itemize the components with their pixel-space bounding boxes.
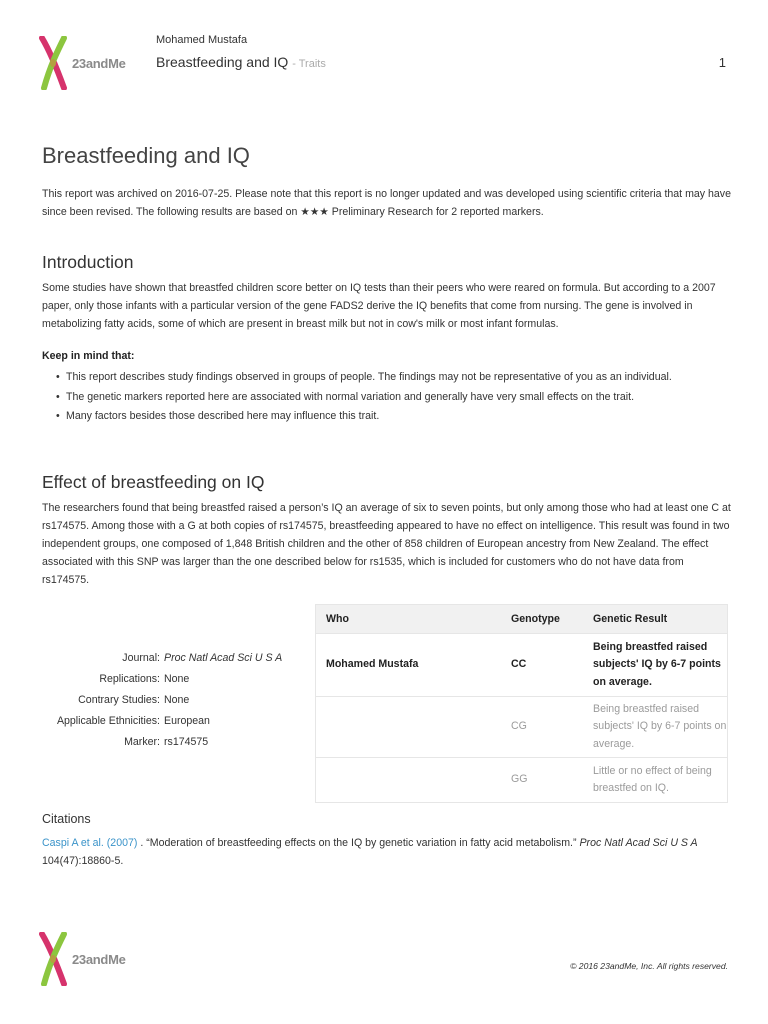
meta-row-marker bbox=[42, 732, 292, 753]
citation-separator: . bbox=[137, 837, 147, 849]
header-title-text: Breastfeeding and IQ bbox=[156, 54, 289, 70]
table-row bbox=[316, 758, 728, 803]
meta-label: Applicable Ethnicities: bbox=[56, 715, 160, 727]
cell-who bbox=[316, 697, 502, 758]
meta-row-journal bbox=[42, 648, 292, 669]
meta-value: European bbox=[164, 715, 210, 727]
23andme-logo-icon bbox=[38, 932, 70, 986]
list-item: • The genetic markers reported here are associated with normal variation and generally have very small effects on the trait. bbox=[42, 388, 732, 408]
table-header-row bbox=[316, 605, 728, 634]
page-number: 1 bbox=[718, 55, 726, 70]
citation-author-link[interactable]: Caspi A et al. (2007) bbox=[42, 837, 138, 849]
list-item: • Many factors besides those described here may influence this trait. bbox=[42, 407, 732, 427]
effect-heading: Effect of breastfeeding on IQ bbox=[42, 472, 265, 492]
citation-volume: 104(47):18860-5. bbox=[42, 855, 124, 867]
header-title bbox=[156, 54, 326, 70]
column-header-genotype: Genotype bbox=[501, 605, 583, 634]
keep-in-mind-list bbox=[42, 368, 732, 427]
page-title: Breastfeeding and IQ bbox=[42, 143, 250, 168]
study-metadata bbox=[42, 648, 292, 753]
cell-genotype: GG bbox=[501, 758, 583, 803]
cell-result: Little or no effect of being breastfed on IQ. bbox=[583, 758, 728, 803]
cell-genotype: CG bbox=[501, 697, 583, 758]
logo-text: 23andMe bbox=[72, 951, 126, 967]
introduction-text: Some studies have shown that breastfed children score better on IQ tests than their peers who were reared on formula. But according to a 2007 paper, only those infants with a particular version of the gene FADS2 derive the IQ benefits that come from nursing. The gene is involved in metabolizing fatty acids, some of which are present in breast milk but not in cow's milk or most infant formulas. bbox=[42, 282, 716, 330]
table-row bbox=[316, 634, 728, 697]
copyright-notice: © 2016 23andMe, Inc. All rights reserved. bbox=[570, 961, 728, 971]
header-logo bbox=[38, 36, 126, 90]
meta-label: Marker: bbox=[124, 736, 160, 748]
meta-label: Contrary Studies: bbox=[78, 694, 160, 706]
meta-value: Proc Natl Acad Sci U S A bbox=[164, 652, 283, 664]
meta-label: Journal: bbox=[122, 652, 160, 664]
cell-who: Mohamed Mustafa bbox=[316, 634, 502, 697]
archive-note: This report was archived on 2016-07-25. Please note that this report is no longer updated and was developed using scientific criteria that may have since been revised. The following results are based on ★★★ Preliminary Research for 2 reported markers. bbox=[42, 188, 731, 218]
citation-entry bbox=[42, 834, 732, 870]
meta-label: Replications: bbox=[99, 673, 160, 685]
footer-logo bbox=[38, 932, 126, 986]
genotype-results-table bbox=[315, 604, 728, 803]
meta-value: None bbox=[164, 673, 190, 685]
cell-result: Being breastfed raised subjects' IQ by 6-7 points on average. bbox=[583, 697, 728, 758]
cell-who bbox=[316, 758, 502, 803]
table-row bbox=[316, 697, 728, 758]
citations-heading: Citations bbox=[42, 812, 91, 826]
column-header-who: Who bbox=[316, 605, 502, 634]
header-category: - Traits bbox=[292, 58, 326, 70]
effect-text: The researchers found that being breastfed raised a person’s IQ an average of six to seven points, but only among those who had at least one C at rs174575. Among those with a G at both copies of rs174575, breastfeeding appeared to have no effect on intelligence. This result was found in two independent groups, one composed of 1,848 British children and the other of 858 children of European ancestry from New Zealand. The effect associated with this SNP was larger than the one described below for rs1535, which is included for customers who do not have data from rs174575. bbox=[42, 502, 731, 586]
cell-result: Being breastfed raised subjects' IQ by 6-7 points on average. bbox=[583, 634, 728, 697]
list-item: • This report describes study findings observed in groups of people. The findings may not be representative of you as an individual. bbox=[42, 368, 732, 388]
cell-genotype: CC bbox=[501, 634, 583, 697]
meta-value: None bbox=[164, 694, 190, 706]
meta-row-replications bbox=[42, 669, 292, 690]
23andme-logo-icon bbox=[38, 36, 70, 90]
header-user-name: Mohamed Mustafa bbox=[156, 34, 248, 46]
meta-row-contrary-studies bbox=[42, 690, 292, 711]
meta-row-ethnicities bbox=[42, 711, 292, 732]
introduction-heading: Introduction bbox=[42, 252, 134, 272]
logo-text: 23andMe bbox=[72, 55, 126, 71]
meta-value: rs174575 bbox=[164, 736, 209, 748]
citation-title: “Moderation of breastfeeding effects on the IQ by genetic variation in fatty acid metabolism.” bbox=[146, 837, 577, 849]
column-header-genetic-result: Genetic Result bbox=[583, 605, 728, 634]
keep-in-mind-heading: Keep in mind that: bbox=[42, 350, 135, 362]
citation-journal: Proc Natl Acad Sci U S A bbox=[579, 837, 698, 849]
